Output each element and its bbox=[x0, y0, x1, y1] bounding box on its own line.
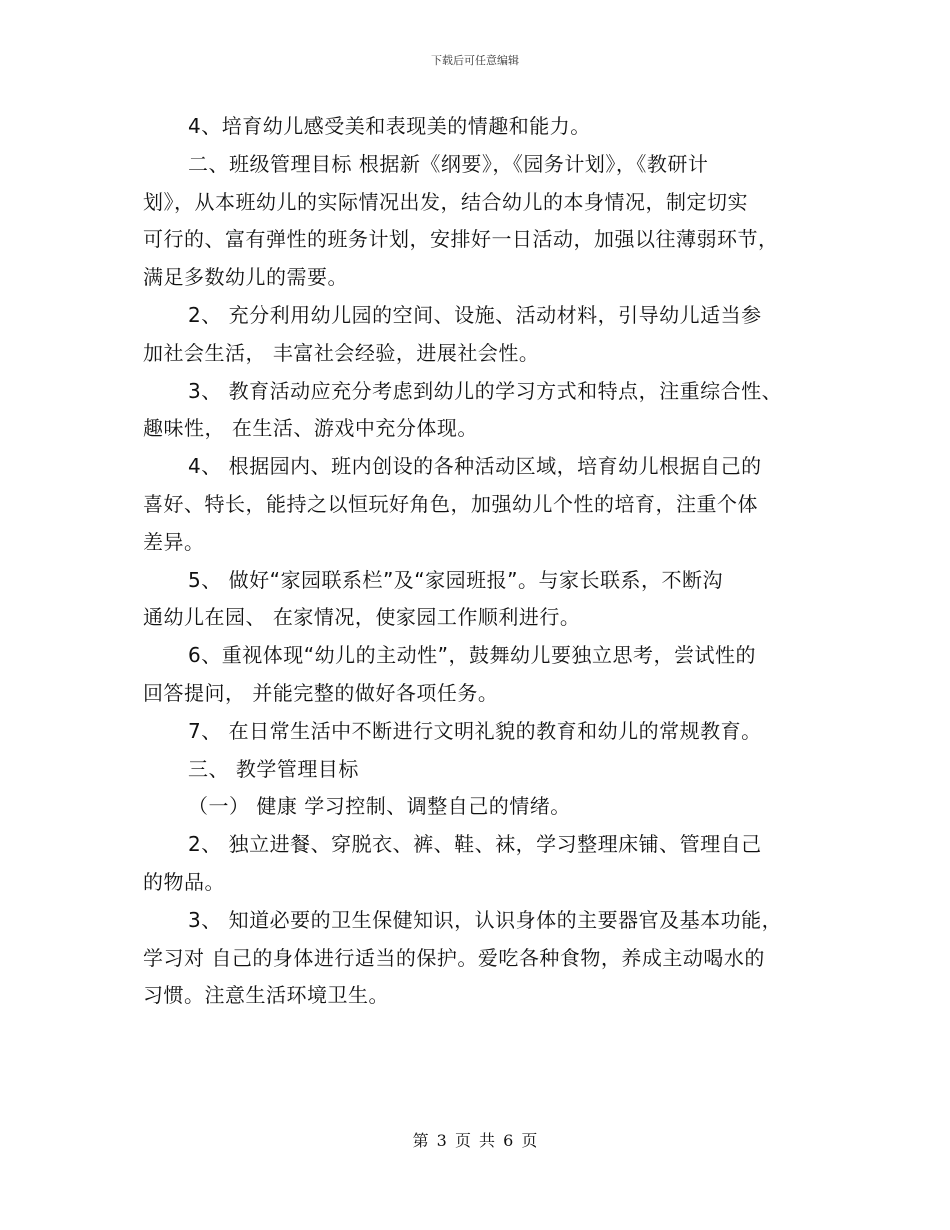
paragraph-line: 可行的、富有弹性的班务计划，安排好一日活动，加强以往薄弱环节， bbox=[143, 227, 779, 252]
document-body bbox=[143, 108, 813, 1015]
paragraph-line: 4、培育幼儿感受美和表现美的情趣和能力。 bbox=[188, 114, 591, 138]
paragraph-line: 喜好、特长，能持之以恒玩好角色，加强幼儿个性的培育，注重个体 bbox=[143, 491, 758, 516]
paragraph-line: 的物品。 bbox=[143, 869, 225, 894]
paragraph-line: 2、 独立进餐、穿脱衣、裤、鞋、袜，学习整理床铺、管理自己 bbox=[188, 832, 762, 857]
page-footer-page-number: 第 3 页 共 6 页 bbox=[412, 1131, 538, 1150]
page-header: 下载后可任意编辑 bbox=[431, 54, 519, 67]
paragraph-line: 回答提问， 并能完整的做好各项任务。 bbox=[143, 680, 499, 705]
paragraph-line: 2、 充分利用幼儿园的空间、设施、活动材料，引导幼儿适当参 bbox=[188, 302, 762, 327]
paragraph-line: 5、 做好“家园联系栏”及“家园班报”。与家长联系，不断沟 bbox=[188, 567, 724, 592]
paragraph-line: 7、 在日常生活中不断进行文明礼貌的教育和幼儿的常规教育。 bbox=[188, 718, 762, 743]
paragraph-line: 差异。 bbox=[143, 529, 205, 554]
paragraph-line: 满足多数幼儿的需要。 bbox=[143, 265, 348, 290]
paragraph-line: 6、重视体现“幼儿的主动性”，鼓舞幼儿要独立思考，尝试性的 bbox=[188, 643, 756, 668]
paragraph-line: 3、 教育活动应充分考虑到幼儿的学习方式和特点，注重综合性、 bbox=[188, 378, 783, 403]
paragraph-line: 通幼儿在园、 在家情况，使家园工作顺利进行。 bbox=[143, 605, 581, 630]
section-heading-class-management: 二、班级管理目标 根据新《纲要》，《园务计划》，《教研计 bbox=[188, 151, 709, 176]
paragraph-line: 4、 根据园内、班内创设的各种活动区域，培育幼儿根据自己的 bbox=[188, 454, 762, 479]
paragraph-line: 加社会生活， 丰富社会经验，进展社会性。 bbox=[143, 340, 540, 365]
paragraph-line: 趣味性， 在生活、游戏中充分体现。 bbox=[143, 416, 478, 441]
paragraph-line: 习惯。注意生活环境卫生。 bbox=[143, 983, 389, 1008]
subsection-heading-health: （一） 健康 学习控制、调整自己的情绪。 bbox=[188, 794, 571, 819]
paragraph-line: 3、 知道必要的卫生保健知识，认识身体的主要器官及基本功能， bbox=[188, 907, 783, 932]
section-heading-teaching-management: 三、 教学管理目标 bbox=[188, 756, 359, 781]
paragraph-line: 划》，从本班幼儿的实际情况出发，结合幼儿的本身情况，制定切实 bbox=[143, 189, 748, 214]
paragraph-line: 学习对 自己的身体进行适当的保护。爱吃各种食物，养成主动喝水的 bbox=[143, 945, 765, 970]
